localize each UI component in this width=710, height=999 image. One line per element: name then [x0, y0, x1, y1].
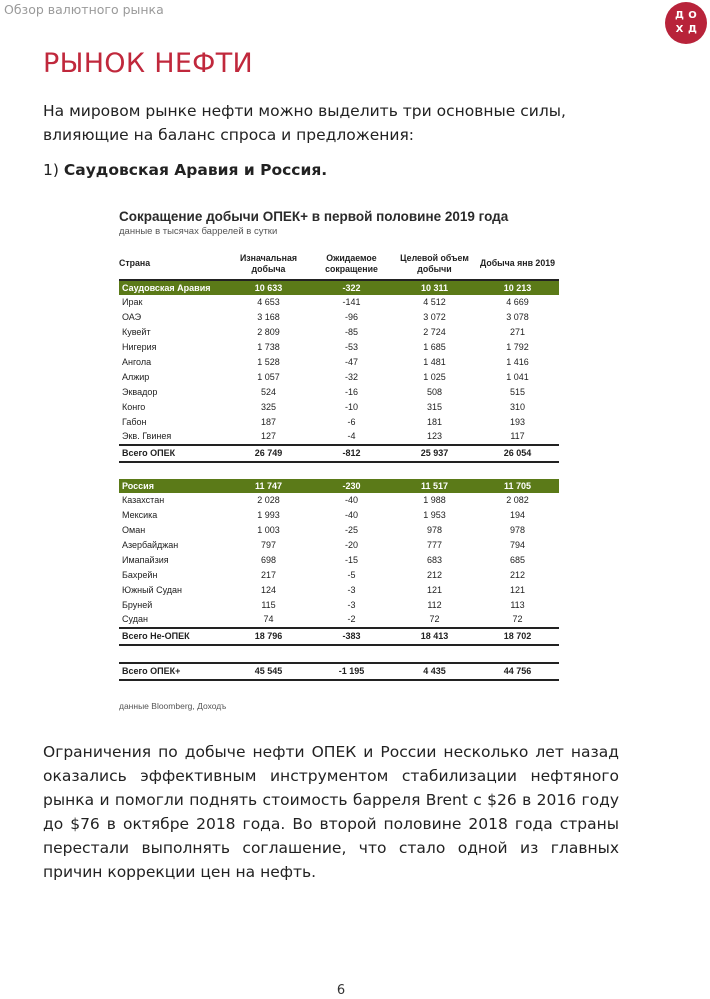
column-header: Изначальная добыча — [239, 252, 298, 274]
value-cell: 45 545 — [227, 663, 310, 680]
value-cell: -5 — [347, 569, 356, 580]
value-cell: 187 — [260, 416, 277, 427]
value-cell: 1 003 — [257, 525, 280, 536]
value-cell: 1 993 — [257, 510, 280, 521]
value-cell: 271 — [509, 327, 526, 338]
table-row — [119, 310, 559, 325]
value-cell: 117 — [510, 431, 525, 442]
value-cell: -141 — [342, 297, 361, 308]
country-cell: Всего Не-ОПЕК — [119, 628, 227, 645]
value-cell: -40 — [344, 510, 358, 521]
value-cell: 113 — [510, 599, 525, 610]
table-row — [119, 523, 559, 538]
country-cell: Нигерия — [122, 342, 157, 353]
value-cell: 44 756 — [476, 663, 559, 680]
table-header-row — [119, 248, 559, 280]
value-cell: -53 — [344, 342, 358, 353]
value-cell: 212 — [509, 569, 526, 580]
value-cell: -322 — [310, 280, 393, 295]
value-cell: -16 — [344, 386, 358, 397]
value-cell: -230 — [310, 479, 393, 493]
value-cell: 4 512 — [423, 297, 446, 308]
value-cell: -15 — [344, 554, 358, 565]
table-row — [119, 399, 559, 414]
value-cell: -4 — [347, 431, 356, 442]
point-heading — [43, 158, 327, 182]
table-row — [119, 355, 559, 370]
value-cell: 508 — [426, 386, 443, 397]
column-header: Страна — [119, 258, 151, 268]
table-row — [119, 414, 559, 429]
value-cell: 1 025 — [423, 371, 446, 382]
value-cell: 72 — [512, 614, 523, 625]
value-cell: 4 435 — [393, 663, 476, 680]
table-subtitle: данные в тысячах баррелей в сутки — [119, 226, 278, 237]
value-cell: 72 — [429, 614, 440, 625]
value-cell: 515 — [509, 386, 526, 397]
value-cell: 194 — [509, 510, 526, 521]
value-cell: 3 168 — [257, 312, 280, 323]
country-cell: Южный Судан — [122, 584, 183, 595]
table-lead-row — [119, 280, 559, 295]
table-grand-total-row — [119, 663, 559, 680]
country-cell: Судан — [122, 614, 148, 625]
value-cell: 127 — [260, 431, 277, 442]
value-cell: -85 — [344, 327, 358, 338]
value-cell: 1 792 — [506, 342, 529, 353]
value-cell: -20 — [344, 540, 358, 551]
value-cell: 1 528 — [257, 357, 280, 367]
value-cell: 3 078 — [506, 312, 529, 323]
point-text: Саудовская Аравия и Россия. — [63, 161, 328, 179]
table-row — [119, 582, 559, 597]
country-cell: Всего ОПЕК — [119, 445, 227, 462]
non-opec-table — [119, 479, 559, 646]
value-cell: 25 937 — [393, 445, 476, 462]
value-cell: 10 213 — [476, 280, 559, 295]
value-cell: 121 — [509, 584, 526, 595]
logo-letter: О — [688, 10, 697, 21]
table-source: данные Bloomberg, Доходъ — [119, 700, 227, 711]
table-row — [119, 567, 559, 582]
country-cell: Эквадор — [122, 386, 158, 397]
value-cell: 1 041 — [506, 371, 529, 382]
value-cell: 112 — [427, 599, 442, 610]
value-cell: 212 — [426, 569, 443, 580]
value-cell: 310 — [509, 401, 526, 412]
value-cell: 121 — [426, 584, 443, 595]
value-cell: -383 — [310, 628, 393, 645]
value-cell: 2 082 — [506, 495, 529, 506]
value-cell: 1 416 — [506, 357, 529, 367]
column-header: Целевой объем добычи — [400, 252, 469, 274]
value-cell: 11 517 — [393, 479, 476, 493]
table-row — [119, 429, 559, 445]
value-cell: 685 — [509, 554, 526, 565]
value-cell: 2 724 — [423, 327, 446, 338]
country-cell: Оман — [122, 525, 146, 536]
table-total-row — [119, 628, 559, 645]
value-cell: -3 — [347, 584, 356, 595]
running-header: Обзор валютного рынка — [4, 2, 164, 17]
table-row — [119, 340, 559, 355]
value-cell: -812 — [310, 445, 393, 462]
value-cell: -3 — [347, 599, 356, 610]
value-cell: 1 685 — [423, 342, 446, 353]
value-cell: 698 — [260, 554, 277, 565]
country-cell: Имапайзия — [122, 554, 169, 565]
country-cell: Кувейт — [122, 327, 151, 338]
value-cell: 10 311 — [393, 280, 476, 295]
opec-table — [119, 248, 559, 463]
table-row — [119, 493, 559, 508]
point-number: 1) — [43, 161, 59, 179]
value-cell: 193 — [509, 416, 526, 427]
value-cell: 11 705 — [476, 479, 559, 493]
value-cell: 18 702 — [476, 628, 559, 645]
country-cell: Бахрейн — [122, 569, 158, 580]
column-header: Добыча янв 2019 — [479, 258, 555, 268]
country-cell: Россия — [119, 479, 227, 493]
body-paragraph: Ограничения по добыче нефти ОПЕК и России несколько лет назад оказались эффективным инструментом стабилизации нефтяного рынка и помогли поднять стоимость барреля Brent с $26 в 2016 году до $76 в октябре 2018 года. Во второй половине 2018 года страны перестали выполнять соглашение, что стало одной из главных причин коррекции цен на нефть. — [43, 743, 619, 881]
country-cell: Всего ОПЕК+ — [119, 663, 227, 680]
table-lead-row — [119, 479, 559, 493]
country-cell: Алжир — [122, 371, 150, 382]
page-number: 6 — [336, 983, 346, 998]
value-cell: -6 — [347, 416, 356, 427]
country-cell: Казахстан — [122, 495, 165, 506]
country-cell: Экв. Гвинея — [122, 431, 172, 442]
table-title: Сокращение добычи ОПЕК+ в первой половине 2019 года — [119, 209, 509, 224]
country-cell: Ангола — [122, 357, 152, 367]
page-title: РЫНОК НЕФТИ — [43, 48, 254, 79]
value-cell: -1 195 — [310, 663, 393, 680]
country-cell: Габон — [122, 416, 147, 427]
value-cell: 217 — [260, 569, 277, 580]
table-row — [119, 538, 559, 553]
value-cell: 74 — [263, 614, 274, 625]
value-cell: 4 669 — [506, 297, 529, 308]
value-cell: 3 072 — [423, 312, 446, 323]
value-cell: 1 988 — [423, 495, 446, 506]
value-cell: 123 — [426, 431, 443, 442]
value-cell: 181 — [426, 416, 443, 427]
table-row — [119, 369, 559, 384]
value-cell: 777 — [426, 540, 443, 551]
country-cell: Мексика — [122, 510, 158, 521]
value-cell: 797 — [260, 540, 277, 551]
value-cell: 10 633 — [227, 280, 310, 295]
dohod-logo — [665, 2, 707, 44]
table-row — [119, 508, 559, 523]
logo-letter: Х — [675, 24, 684, 35]
logo-letter: Д — [688, 24, 697, 35]
table-row — [119, 597, 559, 612]
non-opec-table-body — [119, 479, 559, 645]
table-row — [119, 325, 559, 340]
intro-paragraph: На мировом рынке нефти можно выделить три основные силы, влияющие на баланс спроса и предложения: — [43, 102, 566, 144]
grand-total-body — [119, 663, 559, 680]
value-cell: -10 — [344, 401, 358, 412]
value-cell: 115 — [261, 599, 276, 610]
value-cell: -32 — [344, 371, 358, 382]
table-row — [119, 295, 559, 310]
value-cell: 794 — [509, 540, 526, 551]
country-cell: Ирак — [122, 297, 143, 308]
table-total-row — [119, 445, 559, 462]
value-cell: 978 — [509, 525, 526, 536]
country-cell: Конго — [122, 401, 146, 412]
value-cell: 1 738 — [257, 342, 280, 353]
country-cell: Азербайджан — [122, 540, 179, 551]
logo-letter: Д — [675, 10, 684, 21]
value-cell: 11 747 — [227, 479, 310, 493]
value-cell: 978 — [426, 525, 443, 536]
table-row — [119, 384, 559, 399]
value-cell: -40 — [344, 495, 358, 506]
opec-table-body — [119, 280, 559, 462]
value-cell: 683 — [426, 554, 443, 565]
value-cell: 26 054 — [476, 445, 559, 462]
value-cell: -47 — [344, 357, 358, 367]
value-cell: 315 — [426, 401, 443, 412]
value-cell: 325 — [260, 401, 277, 412]
value-cell: 1 057 — [257, 371, 280, 382]
grand-total-table — [119, 662, 559, 681]
table-row — [119, 612, 559, 628]
value-cell: 18 796 — [227, 628, 310, 645]
value-cell: 2 809 — [257, 327, 280, 338]
value-cell: 4 653 — [257, 297, 280, 308]
value-cell: 18 413 — [393, 628, 476, 645]
value-cell: -25 — [344, 525, 358, 536]
value-cell: 1 481 — [423, 357, 446, 367]
table-row — [119, 552, 559, 567]
value-cell: 26 749 — [227, 445, 310, 462]
country-cell: Саудовская Аравия — [119, 280, 227, 295]
country-cell: Бруней — [122, 599, 153, 610]
opec-cuts-table-figure — [119, 209, 559, 711]
column-header: Ожидаемое сокращение — [325, 252, 378, 274]
value-cell: 2 028 — [257, 495, 280, 506]
value-cell: 1 953 — [423, 510, 446, 521]
country-cell: ОАЭ — [122, 312, 142, 323]
value-cell: 524 — [260, 386, 277, 397]
value-cell: -96 — [344, 312, 358, 323]
value-cell: 124 — [260, 584, 277, 595]
value-cell: -2 — [347, 614, 356, 625]
